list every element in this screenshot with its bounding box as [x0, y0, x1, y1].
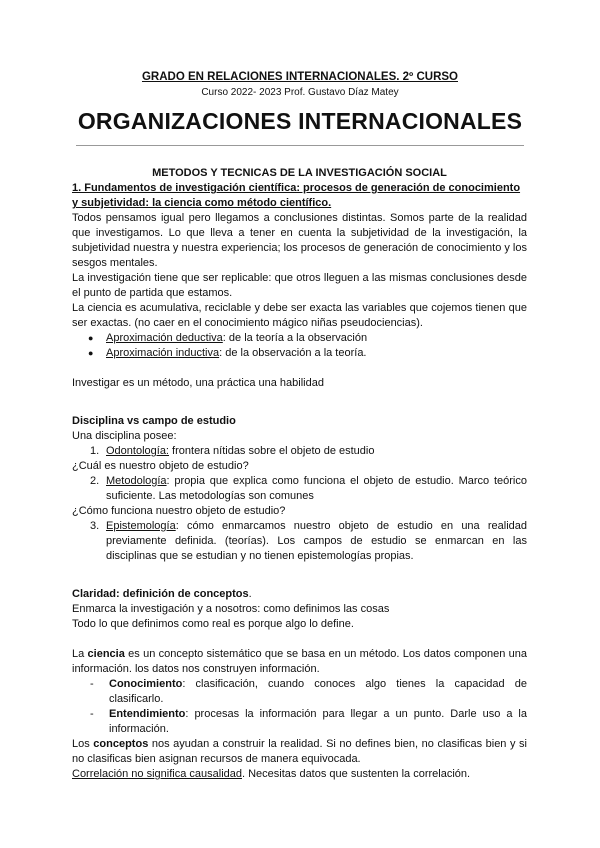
list-item: - Conocimiento: clasificación, cuando conoces algo tienes la capacidad de clasificarlo.	[90, 678, 527, 705]
paragraph: Todo lo que definimos como real es porque algo lo define.	[72, 618, 354, 630]
paragraph: Enmarca la investigación y a nosotros: como definimos las cosas	[72, 603, 390, 615]
list-item: 2. Metodología: propia que explica como funciona el objeto de estudio. Marco teórico suficiente. Las metodologías son comunes	[90, 475, 527, 502]
paragraph: Correlación no significa causalidad. Necesitas datos que sustenten la correlación.	[72, 768, 471, 780]
paragraph: Todos pensamos igual pero llegamos a conclusiones distintas. Somos parte de la realidad que investigamos. Lo que lleva a tener en cuenta la subjetividad de la investigación, la subjetividad nuestra y nuestra experiencia; los procesos de generación de conocimiento y los sesgos mentales.	[72, 212, 527, 269]
degree-header: GRADO EN RELACIONES INTERNACIONALES. 2º CURSO	[141, 71, 458, 83]
section-subheading: 1. Fundamentos de investigación científica: procesos de generación de conocimiento y subjetividad: la ciencia como método científico.	[72, 182, 521, 209]
paragraph: Una disciplina posee:	[72, 430, 177, 442]
bullet-icon: ●	[88, 333, 94, 343]
document-body	[72, 166, 527, 782]
course-subheader: Curso 2022- 2023 Prof. Gustavo Díaz Matey	[201, 87, 399, 98]
list-item: 3. Epistemología: cómo enmarcamos nuestro objeto de estudio en una realidad previamente definida. (teorías). Los campos de estudio se enmarcan en las disciplinas que se estudian y no tienen epistemologías propias.	[90, 520, 527, 562]
list-item: ● Aproximación deductiva: de la teoría a la observación	[88, 332, 368, 344]
paragraph: Investigar es un método, una práctica una habilidad	[72, 377, 324, 389]
document-title: ORGANIZACIONES INTERNACIONALES	[77, 108, 523, 134]
title-divider	[76, 145, 524, 146]
paragraph: La ciencia es un concepto sistemático que se basa en un método. Los datos componen una información. los datos nos construyen información.	[72, 648, 527, 675]
claridad-heading: Claridad: definición de conceptos.	[72, 588, 252, 600]
list-item: 1. Odontología: frontera nítidas sobre el objeto de estudio	[90, 445, 375, 457]
list-item: ● Aproximación inductiva: de la observación a la teoría.	[88, 347, 367, 359]
paragraph: Los conceptos nos ayudan a construir la realidad. Si no defines bien, no clasificas bien y si no clasificas bien asignan recursos de manera equivocada.	[72, 738, 527, 765]
bullet-icon: ●	[88, 348, 94, 358]
paragraph: La ciencia es acumulativa, reciclable y debe ser exacta las variables que cojemos tienen que ser exactas. (no caer en el conocimiento mágico niñas pseudociencias).	[72, 302, 527, 329]
question-line: ¿Cómo funciona nuestro objeto de estudio?	[72, 505, 286, 517]
list-item: - Entendimiento: procesas la información para llegar a un punto. Darle uso a la información.	[90, 708, 527, 735]
question-line: ¿Cuál es nuestro objeto de estudio?	[72, 460, 249, 472]
disciplina-heading: Disciplina vs campo de estudio	[72, 415, 236, 427]
paragraph: La investigación tiene que ser replicable: que otros lleguen a las mismas conclusiones desde el punto de partida que estamos.	[72, 272, 527, 299]
section-heading: METODOS Y TECNICAS DE LA INVESTIGACIÓN SOCIAL	[152, 167, 447, 179]
